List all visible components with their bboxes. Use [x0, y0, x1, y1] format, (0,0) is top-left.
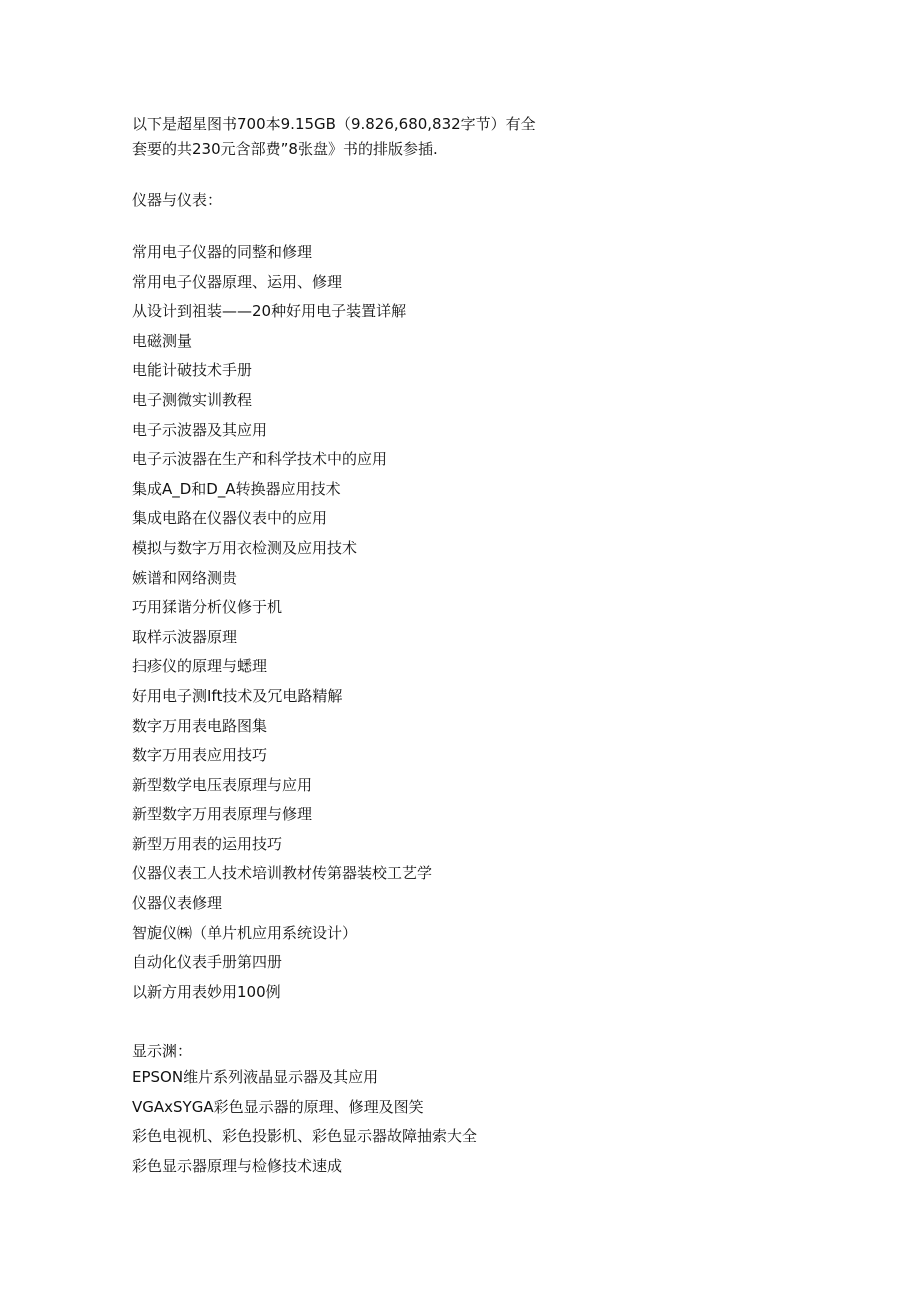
- list-item: 电子示波器及其应用: [132, 420, 268, 439]
- list-item: 常用电子仪器的同整和修理: [132, 243, 313, 261]
- list-item: 电子示波器在生产和科学技术中的应用: [132, 450, 388, 469]
- list-item: 常用电子仪器原理、运用、修理: [132, 272, 343, 291]
- section-heading-instruments: 仪器与仪表：: [132, 191, 223, 209]
- document-body: [132, 112, 832, 1184]
- list-item: 仪器仪表工人技术培训教材传第器装校工艺学: [132, 864, 433, 883]
- instruments-book-list: [132, 241, 832, 1010]
- list-item: 数字万用表应用技巧: [132, 746, 268, 765]
- list-item: 新型万用表的运用技巧: [132, 834, 283, 853]
- list-item: 巧用猱谐分析仪修于机: [132, 598, 283, 617]
- list-item: 好用电子测Ift技术及冗电路精解: [132, 686, 343, 705]
- list-item: 取样示波器原理: [132, 627, 238, 646]
- list-item: 仪器仪表修理: [132, 894, 223, 913]
- list-item: 电子测微实训教程: [132, 390, 253, 409]
- list-item: VGAxSYGA彩色显示器的原理、修理及图笑: [132, 1097, 424, 1116]
- intro-line: 套要的共230元含部费”8张盘》书的排版参插.: [132, 140, 438, 158]
- list-item: 数字万用表电路图集: [132, 716, 268, 735]
- list-item: 以新方用表妙用100例: [132, 982, 281, 1001]
- list-item: EPSON维片系列液晶显示器及其应用: [132, 1068, 379, 1087]
- list-item: 从设计到祖装——20种好用电子装置详解: [132, 302, 407, 321]
- list-item: 彩色显示器原理与检修技术速成: [132, 1156, 343, 1175]
- displays-book-list: [132, 1066, 832, 1184]
- list-item: 新型数学电压表原理与应用: [132, 775, 313, 794]
- list-item: 嫉谱和网络测贵: [132, 568, 238, 587]
- list-item: 彩色电视机、彩色投影机、彩色显示器故障抽索大全: [132, 1127, 478, 1146]
- list-item: 电磁测量: [132, 331, 193, 350]
- list-item: 扫疹仪的原理与蟋理: [132, 657, 268, 676]
- list-item: 集成A_D和D_A转换器应用技术: [132, 479, 341, 498]
- list-item: 集成电路在仪器仪表中的应用: [132, 509, 328, 528]
- list-item: 自动化仪表手册第四册: [132, 953, 283, 972]
- list-item: 模拟与数字万用衣检测及应用技术: [132, 538, 358, 557]
- list-item: 新型数字万用表原理与修理: [132, 805, 313, 824]
- list-item: 智旎仪㈱（单片机应用系统设计）: [132, 923, 358, 942]
- list-item: 电能计破技术手册: [132, 361, 253, 380]
- intro-paragraph: [132, 112, 832, 162]
- section-heading-displays: 显示渊：: [132, 1042, 193, 1061]
- intro-line: 以下是超星图书700本9.15GB（9.826,680,832字节）有全: [132, 115, 536, 133]
